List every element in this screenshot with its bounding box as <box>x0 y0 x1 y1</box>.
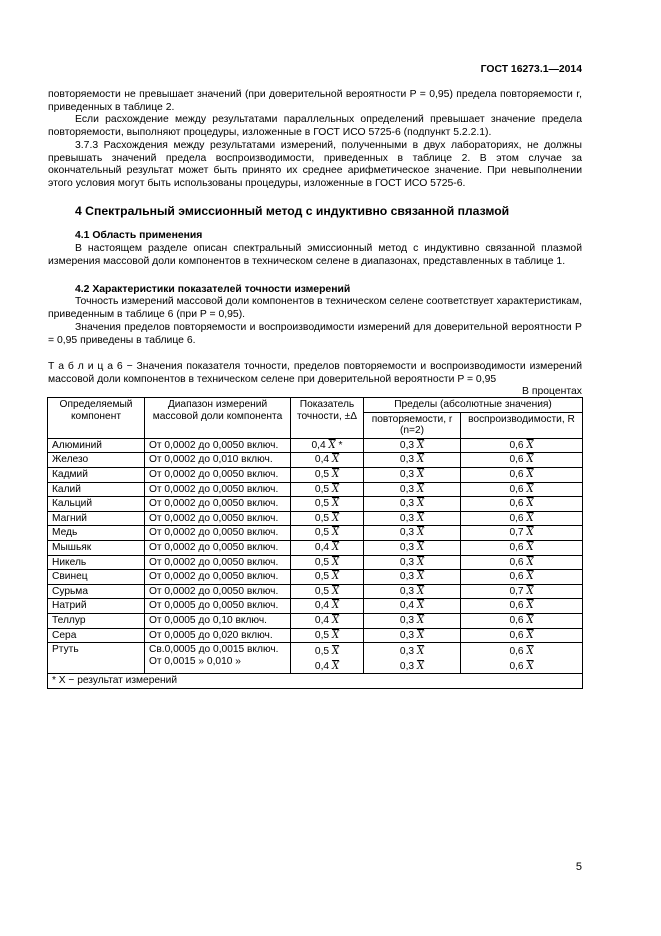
header-accuracy: Показатель точности, ±Δ <box>291 398 364 439</box>
value-cell <box>364 555 461 570</box>
coefficient: 0,4 <box>314 614 330 626</box>
measurement-range: От 0,0002 до 0,0050 включ. <box>145 526 291 541</box>
measurement-range: От 0,0005 до 0,0050 включ. <box>145 599 291 614</box>
measurement-range: От 0,0002 до 0,0050 включ. <box>145 438 291 453</box>
value-cell <box>461 613 583 628</box>
paragraph-discrepancy: Если расхождение между результатами параллельных определений превышает значение предела повторяемости, выполняют процедуры, изложенные в ГОСТ ИСО 5725-6 (подпункт 5.2.2.1). <box>48 114 582 138</box>
x-mean-symbol: $\overline{X}$ <box>331 660 340 672</box>
x-mean-symbol: $\overline{X}$ <box>416 439 425 451</box>
coefficient: 0,4 <box>314 660 330 672</box>
value-cell <box>461 540 583 555</box>
coefficient: 0,3 <box>399 498 415 510</box>
measurement-range: От 0,0002 до 0,0050 включ. <box>145 540 291 555</box>
value-cell <box>461 643 583 674</box>
section-4-title: 4 Спектральный эмиссионный метод с индуктивно связанной плазмой <box>75 204 510 218</box>
x-mean-symbol: $\overline{X}$ <box>416 541 425 553</box>
value-cell <box>364 467 461 482</box>
value-line <box>463 646 580 658</box>
coefficient: 0,5 <box>314 527 330 539</box>
coefficient: 0,6 <box>509 646 524 658</box>
coefficient: 0,3 <box>399 660 415 672</box>
value-cell <box>461 555 583 570</box>
x-mean-symbol: $\overline{X}$ <box>331 556 340 568</box>
value-cell <box>291 584 364 599</box>
x-mean-symbol: $\overline{X}$ <box>416 614 425 626</box>
component-name: Сера <box>48 628 145 643</box>
value-cell <box>364 482 461 497</box>
coefficient: 0,5 <box>314 629 330 641</box>
coefficient: 0,6 <box>509 454 524 466</box>
component-name: Кальций <box>48 497 145 512</box>
header-range: Диапазон измерений массовой доли компонента <box>145 398 291 439</box>
x-mean-symbol: $\overline{X}$ <box>416 527 425 539</box>
x-mean-symbol: $\overline{X}$ <box>416 646 425 658</box>
value-cell <box>461 526 583 541</box>
value-cell <box>461 599 583 614</box>
value-cell <box>461 497 583 512</box>
section-4-1-title: 4.1 Область применения <box>75 230 203 241</box>
x-mean-symbol: $\overline{X}$ <box>331 468 340 480</box>
coefficient: 0,5 <box>314 585 330 597</box>
value-cell <box>461 511 583 526</box>
coefficient: 0,6 <box>509 571 524 583</box>
section-4-2-paragraph-1: Точность измерений массовой доли компонентов в техническом селене соответствует характеристикам, приведенным в таблице 6 (при P = 0,95). <box>48 296 582 320</box>
x-mean-symbol: $\overline{X}$ <box>331 541 340 553</box>
coefficient: 0,6 <box>509 468 524 480</box>
footnote-mark: * <box>338 439 343 451</box>
coefficient: 0,6 <box>509 498 524 510</box>
x-mean-symbol: $\overline{X}$ <box>331 454 340 466</box>
coefficient: 0,3 <box>399 512 415 524</box>
value-cell <box>291 540 364 555</box>
coefficient: 0,3 <box>399 614 415 626</box>
measurement-range: От 0,0005 до 0,020 включ. <box>145 628 291 643</box>
measurement-range: От 0,0002 до 0,0050 включ. <box>145 570 291 585</box>
x-mean-symbol: $\overline{X}$ <box>526 498 534 510</box>
x-mean-symbol: $\overline{X}$ <box>526 468 534 480</box>
value-cell <box>291 511 364 526</box>
coefficient: 0,6 <box>509 439 524 451</box>
page-number: 5 <box>575 861 582 873</box>
value-cell <box>291 555 364 570</box>
table-row <box>48 453 583 468</box>
x-mean-symbol: $\overline{X}$ <box>331 629 340 641</box>
x-mean-symbol: $\overline{X}$ <box>416 454 425 466</box>
measurement-range: От 0,0002 до 0,0050 включ. <box>145 482 291 497</box>
component-name: Кадмий <box>48 467 145 482</box>
x-mean-symbol: $\overline{X}$ <box>331 512 340 524</box>
value-line <box>293 661 361 673</box>
x-mean-symbol: $\overline{X}$ <box>526 646 534 658</box>
table-row <box>48 482 583 497</box>
value-line <box>463 661 580 673</box>
value-cell <box>461 482 583 497</box>
coefficient: 0,4 <box>314 600 330 612</box>
coefficient: 0,4 <box>314 454 330 466</box>
value-cell <box>291 467 364 482</box>
coefficient: 0,5 <box>314 646 330 658</box>
x-mean-symbol: $\overline{X}$ <box>328 439 336 451</box>
header-reproducibility: воспроизводимости, R <box>461 412 583 438</box>
section-4-1-text: В настоящем разделе описан спектральный эмиссионный метод с индуктивно связанной плазмой измерения массовой доли компонентов в техническом селене в диапазонах, представленных в таблице 1. <box>48 243 582 267</box>
x-mean-symbol: $\overline{X}$ <box>416 629 425 641</box>
paragraph-3-7-3: 3.7.3 Расхождения между результатами измерений, полученными в двух лабораториях, не должны превышать значений предела воспроизводимости, приведенных в таблице 2. В этом случае за окончательный результат может быть принято их среднее арифметическое значение. При невыполнении этого условия могут быть использованы процедуры, изложенные в ГОСТ ИСО 5725-6. <box>48 140 582 189</box>
coefficient: 0,7 <box>509 585 524 597</box>
value-cell <box>364 599 461 614</box>
table-row <box>48 613 583 628</box>
coefficient: 0,3 <box>399 468 415 480</box>
value-cell <box>291 570 364 585</box>
value-cell <box>364 511 461 526</box>
coefficient: 0,3 <box>399 585 415 597</box>
coefficient: 0,5 <box>314 571 330 583</box>
value-cell <box>364 540 461 555</box>
coefficient: 0,3 <box>399 483 415 495</box>
x-mean-symbol: $\overline{X}$ <box>416 483 425 495</box>
table-row <box>48 599 583 614</box>
coefficient: 0,5 <box>314 512 330 524</box>
measurement-range <box>145 643 291 674</box>
table-row <box>48 584 583 599</box>
component-name: Калий <box>48 482 145 497</box>
section-4-2-title: 4.2 Характеристики показателей точности измерений <box>75 284 351 295</box>
value-cell <box>364 584 461 599</box>
value-cell <box>291 497 364 512</box>
x-mean-symbol: $\overline{X}$ <box>526 660 534 672</box>
value-cell <box>364 526 461 541</box>
coefficient: 0,4 <box>399 600 415 612</box>
component-name: Сурьма <box>48 584 145 599</box>
footnote-row <box>48 674 583 689</box>
measurement-range: От 0,0002 до 0,0050 включ. <box>145 467 291 482</box>
range-line-2: От 0,0015 » 0,010 » <box>149 655 241 667</box>
table-row <box>48 540 583 555</box>
value-cell <box>364 453 461 468</box>
value-cell <box>461 570 583 585</box>
x-mean-symbol: $\overline{X}$ <box>416 468 425 480</box>
x-mean-symbol: $\overline{X}$ <box>526 614 534 626</box>
x-mean-symbol: $\overline{X}$ <box>416 600 425 612</box>
value-cell <box>291 643 364 674</box>
coefficient: 0,5 <box>314 483 330 495</box>
coefficient: 0,5 <box>314 468 330 480</box>
header-limits: Пределы (абсолютные значения) <box>364 398 583 413</box>
table-row <box>48 526 583 541</box>
table-row <box>48 497 583 512</box>
value-cell <box>461 584 583 599</box>
value-line <box>293 646 361 658</box>
value-cell <box>364 628 461 643</box>
value-cell <box>461 628 583 643</box>
coefficient: 0,6 <box>509 600 524 612</box>
measurement-range: От 0,0002 до 0,0050 включ. <box>145 555 291 570</box>
value-cell <box>364 613 461 628</box>
value-cell <box>291 453 364 468</box>
coefficient: 0,6 <box>509 556 524 568</box>
coefficient: 0,3 <box>399 439 415 451</box>
component-name: Магний <box>48 511 145 526</box>
x-mean-symbol: $\overline{X}$ <box>331 646 340 658</box>
value-cell <box>364 570 461 585</box>
x-mean-symbol: $\overline{X}$ <box>526 439 534 451</box>
measurement-range: От 0,0005 до 0,10 включ. <box>145 613 291 628</box>
component-name: Никель <box>48 555 145 570</box>
coefficient: 0,3 <box>399 646 415 658</box>
table-units: В процентах <box>522 386 582 397</box>
table-row-mercury <box>48 643 583 674</box>
x-mean-symbol: $\overline{X}$ <box>526 571 534 583</box>
value-cell <box>291 438 364 453</box>
value-cell <box>291 482 364 497</box>
component-name: Медь <box>48 526 145 541</box>
x-mean-symbol: $\overline{X}$ <box>416 585 425 597</box>
table-6-caption: Т а б л и ц а 6 − Значения показателя точности, пределов повторяемости и воспроизводимости измерений массовой доли компонентов в техническом селене при доверительной вероятности P = 0,95 <box>48 361 582 385</box>
coefficient: 0,6 <box>509 512 524 524</box>
coefficient: 0,5 <box>314 498 330 510</box>
x-mean-symbol: $\overline{X}$ <box>331 585 340 597</box>
x-mean-symbol: $\overline{X}$ <box>526 454 534 466</box>
table-row <box>48 628 583 643</box>
coefficient: 0,7 <box>509 527 524 539</box>
x-mean-symbol: $\overline{X}$ <box>526 512 534 524</box>
header-component: Определяемый компонент <box>48 398 145 439</box>
x-mean-symbol: $\overline{X}$ <box>416 660 425 672</box>
x-mean-symbol: $\overline{X}$ <box>331 571 340 583</box>
value-cell <box>461 467 583 482</box>
measurement-range: От 0,0002 до 0,010 включ. <box>145 453 291 468</box>
measurement-range: От 0,0002 до 0,0050 включ. <box>145 584 291 599</box>
x-mean-symbol: $\overline{X}$ <box>416 512 425 524</box>
coefficient: 0,3 <box>399 571 415 583</box>
value-cell <box>291 526 364 541</box>
header-repeatability: повторяемости, r (n=2) <box>364 412 461 438</box>
coefficient: 0,6 <box>509 483 524 495</box>
value-cell <box>291 613 364 628</box>
value-cell <box>364 438 461 453</box>
component-name: Железо <box>48 453 145 468</box>
coefficient: 0,3 <box>399 541 415 553</box>
x-mean-symbol: $\overline{X}$ <box>526 541 534 553</box>
x-mean-symbol: $\overline{X}$ <box>526 556 534 568</box>
x-mean-symbol: $\overline{X}$ <box>526 629 534 641</box>
coefficient: 0,6 <box>509 629 524 641</box>
paragraph-repeatability-continuation: повторяемости не превышает значений (при доверительной вероятности P = 0,95) предела повторяемости r, приведенных в таблице 2. <box>48 89 582 113</box>
coefficient: 0,6 <box>509 660 524 672</box>
x-mean-symbol: $\overline{X}$ <box>331 527 340 539</box>
coefficient: 0,6 <box>509 541 524 553</box>
table-row <box>48 467 583 482</box>
section-4-2-paragraph-2: Значения пределов повторяемости и воспроизводимости измерений для доверительной вероятности P = 0,95 приведены в таблице 6. <box>48 322 582 346</box>
coefficient: 0,3 <box>399 629 415 641</box>
x-mean-symbol: $\overline{X}$ <box>526 527 534 539</box>
component-name: Натрий <box>48 599 145 614</box>
component-name: Ртуть <box>48 643 145 674</box>
measurement-range: От 0,0002 до 0,0050 включ. <box>145 511 291 526</box>
value-line <box>366 661 458 673</box>
value-cell <box>364 497 461 512</box>
value-cell <box>461 453 583 468</box>
value-line <box>366 646 458 658</box>
measurement-range: От 0,0002 до 0,0050 включ. <box>145 497 291 512</box>
value-cell <box>291 628 364 643</box>
x-mean-symbol: $\overline{X}$ <box>416 498 425 510</box>
value-cell <box>364 643 461 674</box>
x-mean-symbol: $\overline{X}$ <box>331 498 340 510</box>
component-name: Теллур <box>48 613 145 628</box>
x-mean-symbol: $\overline{X}$ <box>526 600 534 612</box>
value-cell <box>461 438 583 453</box>
component-name: Мышьяк <box>48 540 145 555</box>
x-mean-symbol: $\overline{X}$ <box>331 614 340 626</box>
table-row <box>48 570 583 585</box>
component-name: Свинец <box>48 570 145 585</box>
coefficient: 0,3 <box>399 556 415 568</box>
table-row <box>48 555 583 570</box>
table-6 <box>47 397 583 689</box>
range-line-1: Св.0,0005 до 0,0015 включ. <box>149 644 279 656</box>
value-cell <box>291 599 364 614</box>
table-row <box>48 511 583 526</box>
coefficient: 0,3 <box>399 527 415 539</box>
table-row <box>48 438 583 453</box>
coefficient: 0,5 <box>314 556 330 568</box>
coefficient: 0,4 <box>311 439 326 451</box>
coefficient: 0,3 <box>399 454 415 466</box>
x-mean-symbol: $\overline{X}$ <box>416 556 425 568</box>
x-mean-symbol: $\overline{X}$ <box>416 571 425 583</box>
x-mean-symbol: $\overline{X}$ <box>331 600 340 612</box>
x-mean-symbol: $\overline{X}$ <box>526 585 534 597</box>
x-mean-symbol: $\overline{X}$ <box>526 483 534 495</box>
x-mean-symbol: $\overline{X}$ <box>331 483 340 495</box>
coefficient: 0,4 <box>314 541 330 553</box>
standard-header: ГОСТ 16273.1—2014 <box>480 64 582 75</box>
table-footnote: * X − результат измерений <box>48 674 583 689</box>
coefficient: 0,6 <box>509 614 524 626</box>
component-name: Алюминий <box>48 438 145 453</box>
